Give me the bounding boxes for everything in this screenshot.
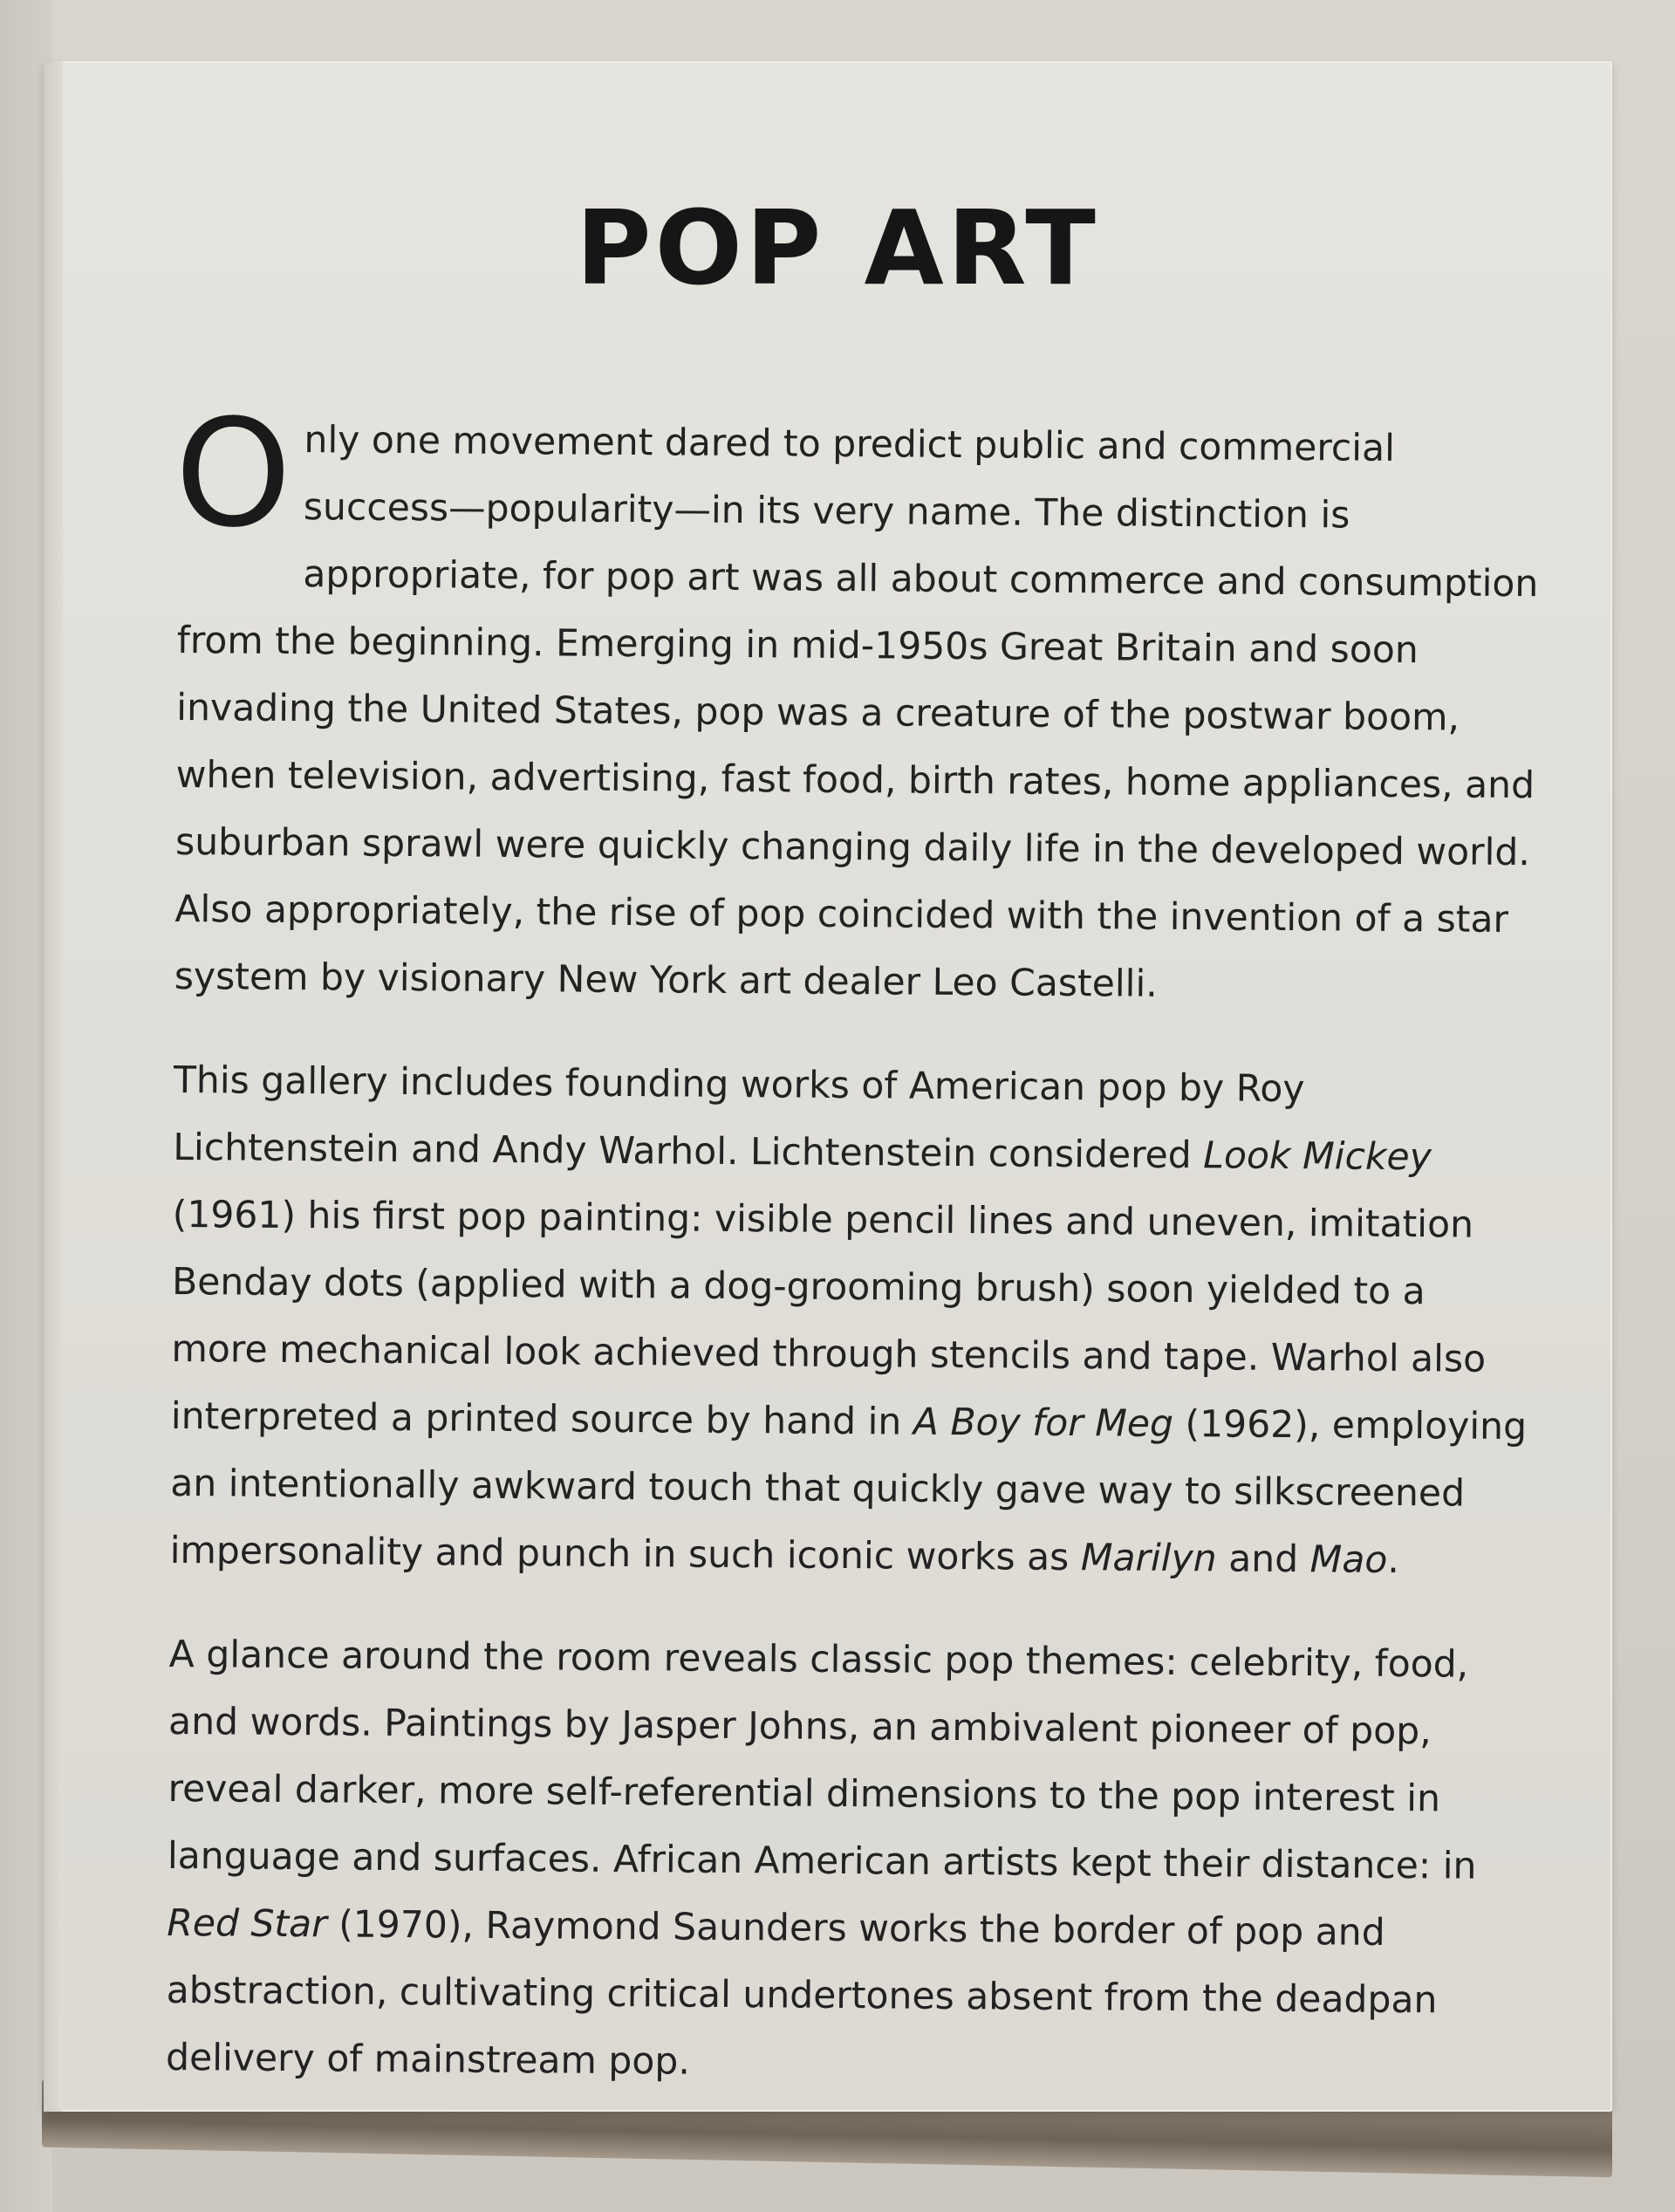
artwork-title-marilyn: Marilyn (1080, 1537, 1217, 1581)
paragraph-3-text-a: A glance around the room reveals classic pop themes: celebrity, food, and words. Paintings by Jasper Johns, an ambivalent pioneer of pop, reveal darker, more self-referential dimensions to the pop interest in language and surfaces. African American artists kept their distance: in (167, 1633, 1477, 1888)
paragraph-2 (169, 1047, 1535, 1595)
paragraph-2-text-e: . (1387, 1538, 1400, 1583)
paragraph-3-text-b: (1970), Raymond Saunders works the border of pop and abstraction, cultivating critical undertones absent from the deadpan delivery of mainstream pop. (165, 1903, 1438, 2084)
paragraph-2-text-b: (1961) his first pop painting: visible pencil lines and uneven, imitation Benday dots (applied with a dog-grooming brush) soon yielded to a more mechanical look achieved through stencils and tape. Warhol also interpreted a printed source by hand in (170, 1193, 1487, 1444)
paragraph-1-text: nly one movement dared to predict public and commercial success—popularity—in its very name. The distinction is appropriate, for pop art was all about commerce and consumption from the beginning. Emerging in mid-1950s Great Britain and soon invading the United States, pop was a creature of the postwar boom, when television, advertising, fast food, birth rates, home appliances, and suburban sprawl were quickly changing daily life in the developed world. Also appropriately, the rise of pop coincided with the invention of a star system by visionary New York art dealer Leo Castelli. (174, 419, 1539, 1006)
paragraph-2-text-c: (1962), employing an intentionally awkward touch that quickly gave way to silkscreened impersonality and punch in such iconic works as (169, 1402, 1528, 1580)
artwork-title-red-star: Red Star (167, 1901, 327, 1947)
paragraph-2-text-a: This gallery includes founding works of American pop by Roy Lichtenstein and Andy Warhol. Lichtenstein considered (173, 1058, 1305, 1178)
paragraph-3 (166, 1621, 1530, 2102)
placard-left-edge (44, 61, 63, 2112)
placard-title: POP ART (576, 188, 1099, 308)
drop-cap: O (174, 387, 292, 562)
artwork-title-look-mickey: Look Mickey (1203, 1134, 1432, 1180)
paragraph-2-text-d: and (1216, 1537, 1310, 1582)
paragraph-1 (174, 387, 1540, 1021)
artwork-title-mao: Mao (1309, 1538, 1388, 1582)
placard-body (165, 387, 1539, 2139)
artwork-title-a-boy-for-meg: A Boy for Meg (913, 1400, 1174, 1446)
